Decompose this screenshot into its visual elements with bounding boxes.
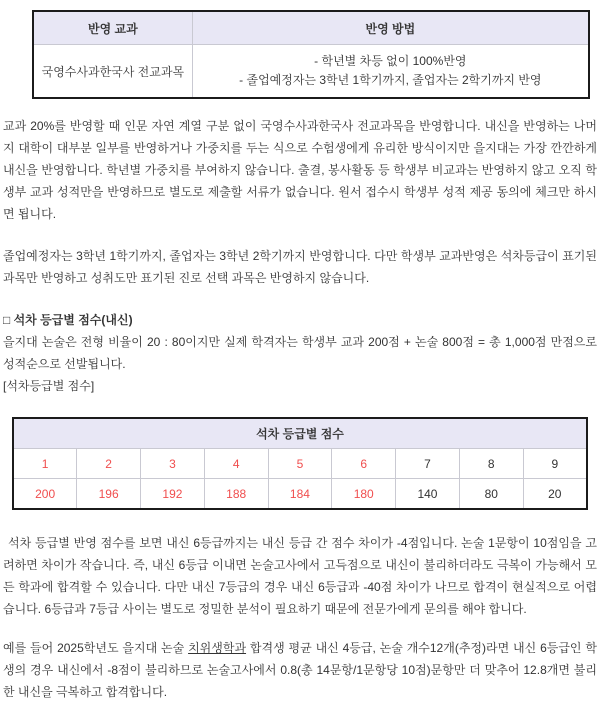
page [0,10,600,703]
grade-row [13,449,587,479]
paragraph-score-ratio: 을지대 논술은 전형 비율이 20 : 80이지만 실제 학격자는 학생부 교과 200점 + 논술 800점 = 총 1,000점 만점으로 성적순으로 선발됩니다. [3,335,597,371]
score-cell: 80 [459,479,523,510]
score-cell: 200 [13,479,77,510]
header-reflect-method: 반영 방법 [192,11,589,45]
score-cell: 188 [204,479,268,510]
score-cell: 192 [141,479,205,510]
method-line-2: - 졸업예정자는 3학년 1학기까지, 졸업자는 2학기까지 반영 [239,73,542,87]
paragraph-score-gap-analysis: 석차 등급별 반영 점수를 보면 내신 6등급까지는 내신 등급 간 점수 차이가 -4점입니다. 논술 1문항이 10점임을 고려하면 차이가 작습니다. 즉, 내신 6등급 이내면 논술고사에서 고득점으로 내신이 불리하더라도 극복이 가능해서 모든 학과에 합격할 수 있습니다. 다만 내신 7등급의 경우 내신 6등급과 -40점 차이가 나므로 합격이 현실적으로 어렵습니다. 6등급과 7등급 사이는 별도로 정밀한 분석이 필요하기 때문에 전문가에게 문의를 해야 합니다. [3,536,597,616]
grade-table-label: [석차등급별 점수] [3,379,95,393]
paragraph-reflection-detail: 교과 20%를 반영할 때 인문 자연 계열 구분 없이 국영수사과한국사 전교과목을 반영합니다. 내신을 반영하는 나머지 대학이 대부분 일부를 반영하거나 가중치를 두는 식으로 수험생에게 유리한 방식이지만 을지대는 가장 깐깐하게 내신을 반영합니다. 학년별 가중치를 부여하지 않습니다. 출결, 봉사활동 등 학생부 비교과는 반영하지 않고 오직 학생부 교과 성적만을 반영하므로 별도로 제출할 서류가 없습니다. 원서 접수시 학생부 성적 제공 동의에 체크만 하시면 됩니다. [3,119,597,221]
score-cell: 180 [332,479,396,510]
paragraph-semester-scope: 졸업예정자는 3학년 1학기까지, 졸업자는 3학년 2학기까지 반영합니다. 다만 학생부 교과반영은 석차등급이 표기된 과목만 반영하고 성취도만 표기된 진로 선택 과목은 반영하지 않습니다. [3,249,597,285]
grade-cell: 9 [523,449,587,479]
score-cell: 20 [523,479,587,510]
cell-subject: 국영수사과한국사 전교과목 [33,45,192,99]
grade-cell: 6 [332,449,396,479]
example-text-after: 합격생 평균 내신 4등급, 논술 개수12개(추정)라면 내신 6등급인 학생의 경우 내신에서 -8점이 불리하므로 논술고사에서 0.8(총 14문항/1문항당 10점)문항만 더 맞추어 12.8개면 불리한 내신을 극복하고 합격합니다. [3,641,597,699]
table-header-row [33,11,589,45]
grade-cell: 5 [268,449,332,479]
score-row [13,479,587,510]
reflection-method-table [32,10,590,99]
header-reflect-subject: 반영 교과 [33,11,192,45]
grade-cell: 7 [396,449,460,479]
method-line-1: - 학년별 차등 없이 100%반영 [314,54,467,68]
grade-cell: 1 [13,449,77,479]
example-text-before: 예를 들어 2025학년도 을지대 논술 [3,641,189,655]
score-cell: 196 [77,479,141,510]
grade-score-table [12,417,588,510]
table-row [33,45,589,99]
score-cell: 140 [396,479,460,510]
grade-table-title: 석차 등급별 점수 [13,418,587,449]
grade-cell: 2 [77,449,141,479]
grade-cell: 8 [459,449,523,479]
section-title: □ 석차 등급별 점수(내신) [3,313,133,327]
cell-method [192,45,589,99]
dental-hygiene-dept-link[interactable]: 치위생학과 [188,641,247,655]
grade-table-title-row [13,418,587,449]
grade-cell: 3 [141,449,205,479]
score-cell: 184 [268,479,332,510]
section-grade-scores [0,309,600,397]
grade-cell: 4 [204,449,268,479]
paragraph-example-case [3,637,597,703]
